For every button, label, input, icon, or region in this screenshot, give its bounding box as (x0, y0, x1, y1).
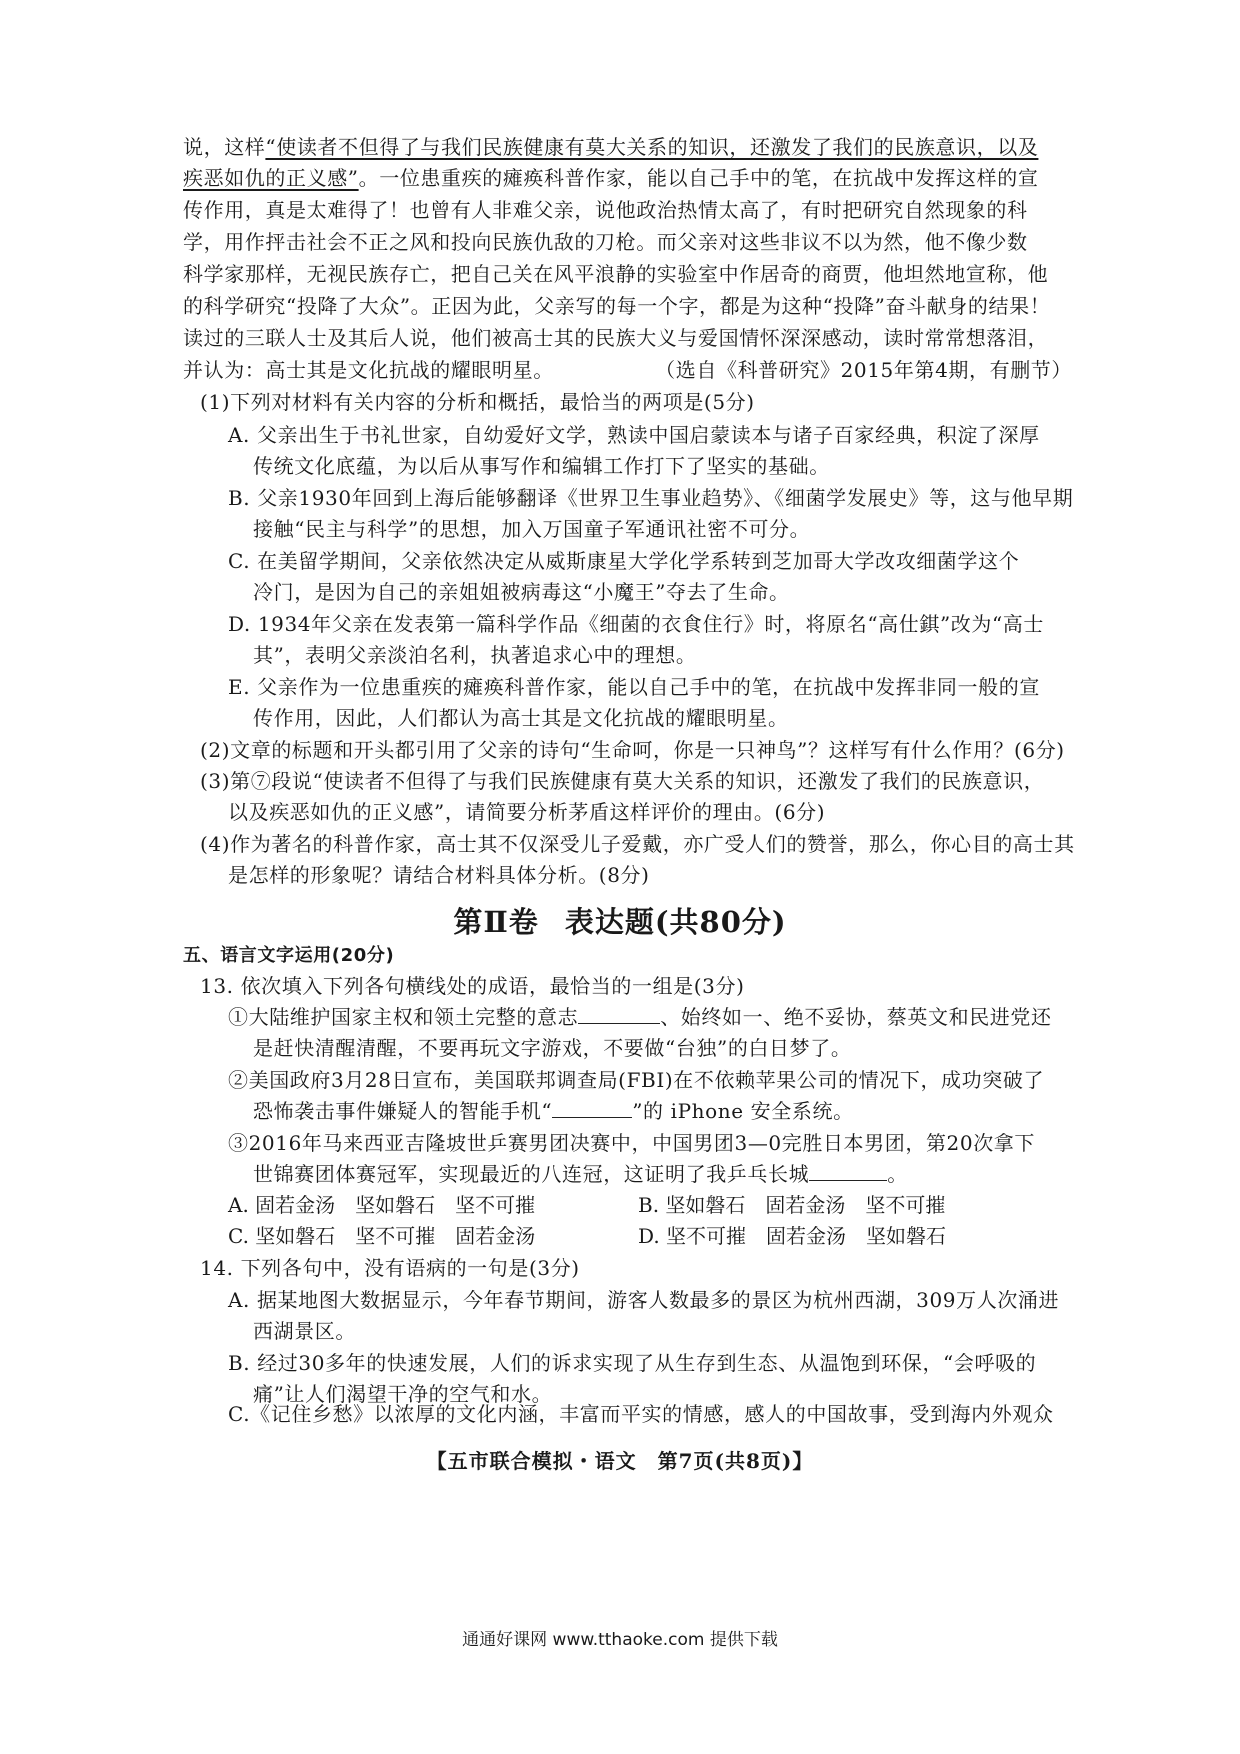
q4-stem-cont: 是怎样的形象呢？请结合材料具体分析。(8分) (228, 863, 650, 887)
q1-option-d: D. 1934年父亲在发表第一篇科学作品《细菌的衣食住行》时，将原名“高仕錤”改为“高士 (228, 612, 1045, 636)
q13-option-c: C. 坚如磐石 坚不可摧 固若金汤 (228, 1224, 536, 1248)
section-5-heading: 五、语言文字运用(20分) (183, 945, 395, 966)
q13-sentence-3: ③2016年马来西亚吉隆坡世乒赛男团决赛中，中国男团3—0完胜日本男团，第20次拿下 (228, 1131, 1035, 1155)
q14-option-c: C.《记住乡愁》以浓厚的文化内涵，丰富而平实的情感，感人的中国故事，受到海内外观众 (228, 1402, 1054, 1426)
passage-line: 学，用作抨击社会不正之风和投向民族仇敌的刀枪。而父亲对这些非议不以为然，他不像少数 (183, 230, 1028, 254)
part2-title-volume: 第Ⅱ卷 (453, 905, 539, 939)
q14-option-a-cont: 西湖景区。 (253, 1319, 356, 1343)
answer-blank (578, 1005, 660, 1024)
q13-options-row-2 (228, 1222, 946, 1250)
passage-line: 的科学研究“投降了大众”。正因为此，父亲写的每一个字，都是为这种“投降”奋斗献身的结果！ (183, 294, 1051, 318)
q13-option-b: B. 坚如磐石 固若金汤 坚不可摧 (638, 1193, 946, 1217)
q13-option-a: A. 固若金汤 坚如磐石 坚不可摧 (228, 1193, 536, 1217)
passage-line-1-a: 说，这样 (183, 135, 266, 159)
download-note: 通通好课网 www.tthaoke.com 提供下载 (462, 1630, 778, 1650)
part2-title (0, 900, 1240, 941)
q1-option-a-cont: 传统文化底蕴，为以后从事写作和编辑工作打下了坚实的基础。 (253, 454, 830, 478)
passage-line: 读过的三联人士及其后人说，他们被高士其的民族大义与爱国情怀深深感动，读时常常想落泪， (183, 326, 1049, 350)
answer-blank (809, 1162, 887, 1181)
passage-line (183, 133, 1038, 161)
q1-stem: (1)下列对材料有关内容的分析和概括，最恰当的两项是(5分) (200, 390, 755, 414)
q13-stem: 13. 依次填入下列各句横线处的成语，最恰当的一组是(3分) (200, 974, 745, 998)
q4-stem: (4)作为著名的科普作家，高士其不仅深受儿子爱戴，亦广受人们的赞誉，那么，你心目的高士其 (200, 832, 1075, 856)
part2-title-text: 表达题(共80分) (564, 905, 787, 939)
q1-option-b-cont: 接触“民主与科学”的思想，加入万国童子军通讯社密不可分。 (253, 517, 811, 541)
q1-option-b: B. 父亲1930年回到上海后能够翻译《世界卫生事业趋势》、《细菌学发展史》等，这与他早期 (228, 486, 1074, 510)
q14-stem: 14. 下列各句中，没有语病的一句是(3分) (200, 1256, 580, 1280)
q13-sentence-2-cont: 恐怖袭击事件嫌疑人的智能手机“ ”的 iPhone 安全系统。 (253, 1099, 854, 1123)
q14-option-b: B. 经过30多年的快速发展，人们的诉求实现了从生存到生态、从温饱到环保，“会呼吸的 (228, 1351, 1037, 1375)
source-note: （选自《科普研究》2015年第4期，有删节） (655, 358, 1072, 382)
q3-stem: (3)第⑦段说“使读者不但得了与我们民族健康有莫大关系的知识，还激发了我们的民族意识， (200, 769, 1045, 793)
q13-option-d: D. 坚不可摧 固若金汤 坚如磐石 (638, 1224, 947, 1248)
q13-sentence-1-cont: 是赶快清醒清醒，不要再玩文字游戏，不要做“台独”的白日梦了。 (253, 1036, 852, 1060)
q13-sentence-2: ②美国政府3月28日宣布，美国联邦调查局(FBI)在不依赖苹果公司的情况下，成功突破了 (228, 1068, 1045, 1092)
passage-line: 并认为：高士其是文化抗战的耀眼明星。 (183, 358, 554, 382)
q14-option-a: A. 据某地图大数据显示，今年春节期间，游客人数最多的景区为杭州西湖，309万人次涌进 (228, 1288, 1060, 1312)
q13-options-row-1 (228, 1191, 945, 1219)
q1-option-c-cont: 冷门，是因为自己的亲姐姐被病毒这“小魔王”夺去了生命。 (253, 580, 790, 604)
q1-option-a: A. 父亲出生于书礼世家，自幼爱好文学，熟读中国启蒙读本与诸子百家经典，积淀了深厚 (228, 423, 1040, 447)
passage-line: 疾恶如仇的正义感”。一位患重疾的瘫痪科普作家，能以自己手中的笔，在抗战中发挥这样的宣 (183, 166, 1039, 190)
q13-sentence-1: ①大陆维护国家主权和领土完整的意志 、始终如一、绝不妥协，蔡英文和民进党还 (228, 1005, 1052, 1029)
q1-option-e: E. 父亲作为一位患重疾的瘫痪科普作家，能以自己手中的笔，在抗战中发挥非同一般的宣 (228, 675, 1040, 699)
q14-option-b-cont: 痛”让人们渴望干净的空气和水。 (253, 1382, 553, 1406)
q1-option-d-cont: 其”，表明父亲淡泊名利，执著追求心中的理想。 (253, 643, 697, 667)
passage-underlined-quote: “使读者不但得了与我们民族健康有莫大关系的知识，还激发了我们的民族意识，以及 (265, 135, 1039, 159)
q1-option-e-cont: 传作用，因此，人们都认为高士其是文化抗战的耀眼明星。 (253, 706, 789, 730)
q2-stem: (2)文章的标题和开头都引用了父亲的诗句“生命呵，你是一只神鸟”？这样写有什么作用？(6分) (200, 738, 1065, 762)
q1-option-c: C. 在美留学期间，父亲依然决定从威斯康星大学化学系转到芝加哥大学改攻细菌学这个 (228, 549, 1020, 573)
passage-line: 传作用，真是太难得了！也曾有人非难父亲，说他政治热情太高了，有时把研究自然现象的科 (183, 198, 1028, 222)
page-footer: 【五市联合模拟・语文 第7页(共8页)】 (426, 1449, 814, 1473)
passage-line: 科学家那样，无视民族存亡，把自己关在风平浪静的实验室中作居奇的商贾，他坦然地宣称，他 (183, 262, 1049, 286)
answer-blank (552, 1099, 632, 1118)
q3-stem-cont: 以及疾恶如仇的正义感”，请简要分析茅盾这样评价的理由。(6分) (228, 800, 826, 824)
q13-sentence-3-cont: 世锦赛团体赛冠军，实现最近的八连冠，这证明了我乒乓长城 。 (253, 1162, 908, 1186)
